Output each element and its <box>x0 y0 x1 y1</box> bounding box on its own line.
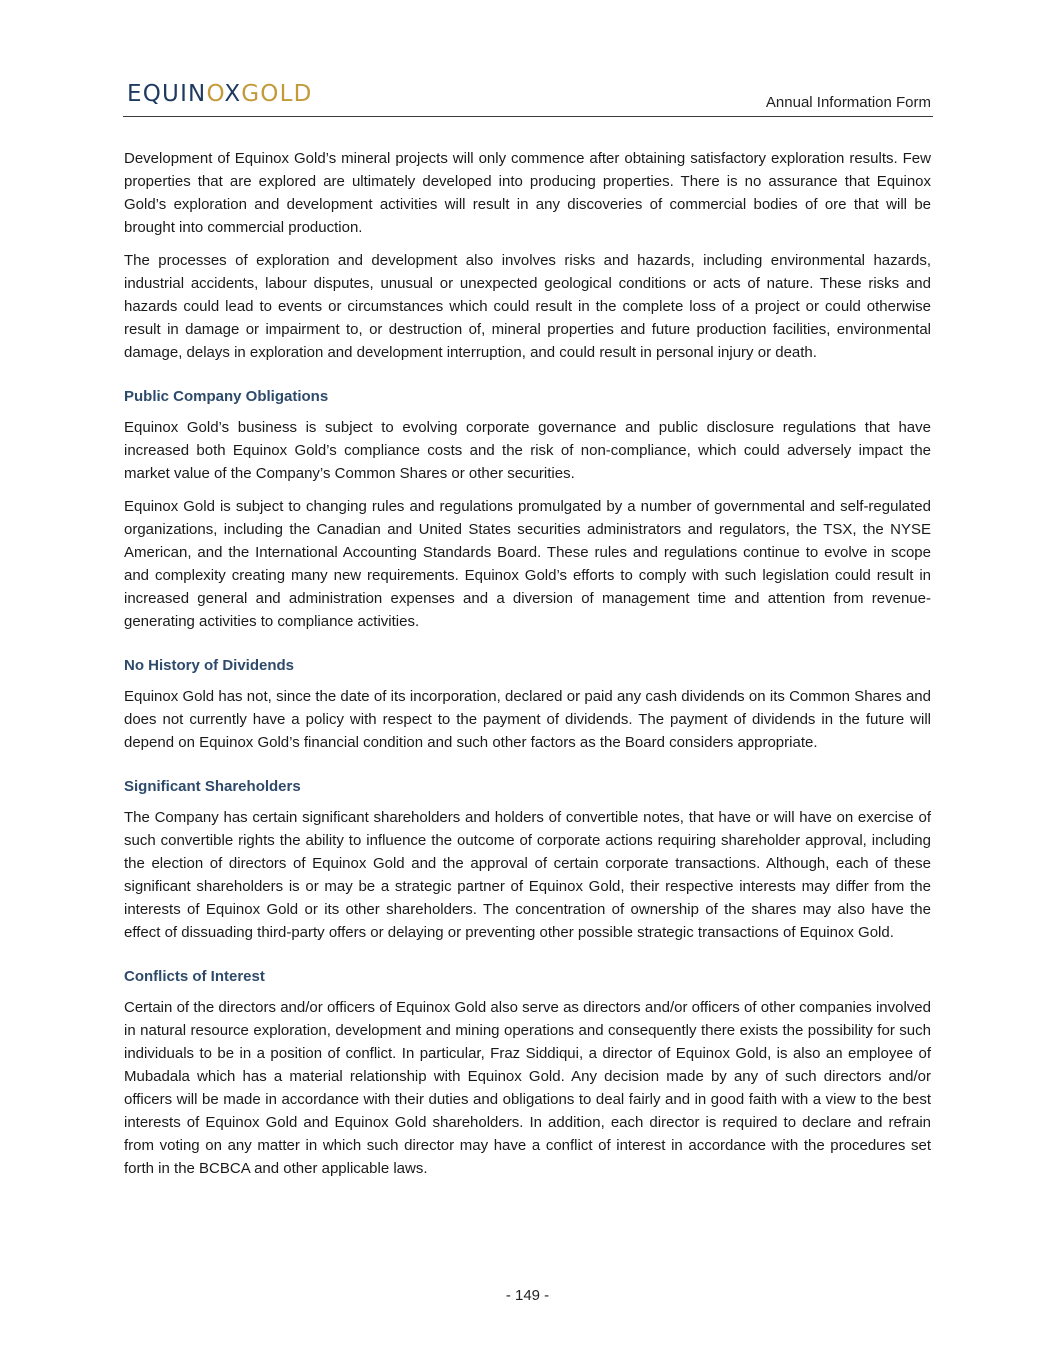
page-content <box>124 147 931 1190</box>
intro-paragraph-1: Development of Equinox Gold’s mineral projects will only commence after obtaining satisfactory exploration results. Few properties that are explored are ultimately developed into producing properties. There is no assurance that Equinox Gold’s exploration and development activities will result in any discoveries of commercial bodies of ore that will be brought into commercial production. <box>124 150 931 236</box>
page-number: - 149 - <box>505 1287 550 1304</box>
equinox-gold-logo <box>127 80 313 108</box>
section-heading-public-company-obligations: Public Company Obligations <box>124 388 329 405</box>
section-paragraph: Equinox Gold has not, since the date of its incorporation, declared or paid any cash dividends on its Common Shares and does not currently have a policy with respect to the payment of dividends. The payment of dividends in the future will depend on Equinox Gold’s financial condition and such other factors as the Board considers appropriate. <box>124 688 931 751</box>
section-paragraph: Equinox Gold’s business is subject to evolving corporate governance and public disclosure regulations that have increased both Equinox Gold’s compliance costs and the risk of non-compliance, which could adversely impact the market value of the Company’s Common Shares or other securities. <box>124 419 931 482</box>
document-title: Annual Information Form <box>765 94 931 111</box>
section-heading-conflicts-of-interest: Conflicts of Interest <box>124 968 265 985</box>
logo-text-x: X <box>224 81 242 107</box>
page-header <box>123 80 933 117</box>
logo-text-equin: EQUIN <box>127 81 207 107</box>
section-paragraph: Certain of the directors and/or officers of Equinox Gold also serve as directors and/or officers of other companies involved in natural resource exploration, development and mining operations and consequently there exists the possibility for such individuals to be in a position of conflict. In particular, Fraz Siddiqui, a director of Equinox Gold, is also an employee of Mubadala which has a material relationship with Equinox Gold. Any decision made by any of such directors and/or officers will be made in accordance with their duties and obligations to deal fairly and in good faith with a view to the best interests of Equinox Gold and Equinox Gold shareholders. In addition, each director is required to declare and refrain from voting on any matter in which such director may have a conflict of interest in accordance with the procedures set forth in the BCBCA and other applicable laws. <box>124 999 931 1177</box>
logo-text-gold: GOLD <box>241 81 313 107</box>
logo-text-o: O <box>206 81 225 107</box>
section-paragraph: Equinox Gold is subject to changing rules and regulations promulgated by a number of governmental and self-regulated organizations, including the Canadian and United States securities administrators and regulators, the TSX, the NYSE American, and the International Accounting Standards Board. These rules and regulations continue to evolve in scope and complexity creating many new requirements. Equinox Gold’s efforts to comply with such legislation could result in increased general and administration expenses and a diversion of management time and attention from revenue-generating activities to compliance activities. <box>124 498 931 630</box>
intro-paragraph-2: The processes of exploration and development also involves risks and hazards, including environmental hazards, industrial accidents, labour disputes, unusual or unexpected geological conditions or acts of nature. These risks and hazards could lead to events or circumstances which could result in the complete loss of a project or could otherwise result in damage or impairment to, or destruction of, mineral properties and future production facilities, environmental damage, delays in exploration and development interruption, and could result in personal injury or death. <box>124 252 931 361</box>
section-paragraph: The Company has certain significant shareholders and holders of convertible notes, that have or will have on exercise of such convertible rights the ability to influence the outcome of corporate actions requiring shareholder approval, including the election of directors of Equinox Gold and the approval of certain corporate transactions. Although, each of these significant shareholders is or may be a strategic partner of Equinox Gold, their respective interests may differ from the interests of Equinox Gold or its other shareholders. The concentration of ownership of the shares may also have the effect of dissuading third-party offers or delaying or preventing other possible strategic transactions of Equinox Gold. <box>124 809 931 941</box>
section-heading-no-history-of-dividends: No History of Dividends <box>124 657 295 674</box>
section-heading-significant-shareholders: Significant Shareholders <box>124 778 301 795</box>
